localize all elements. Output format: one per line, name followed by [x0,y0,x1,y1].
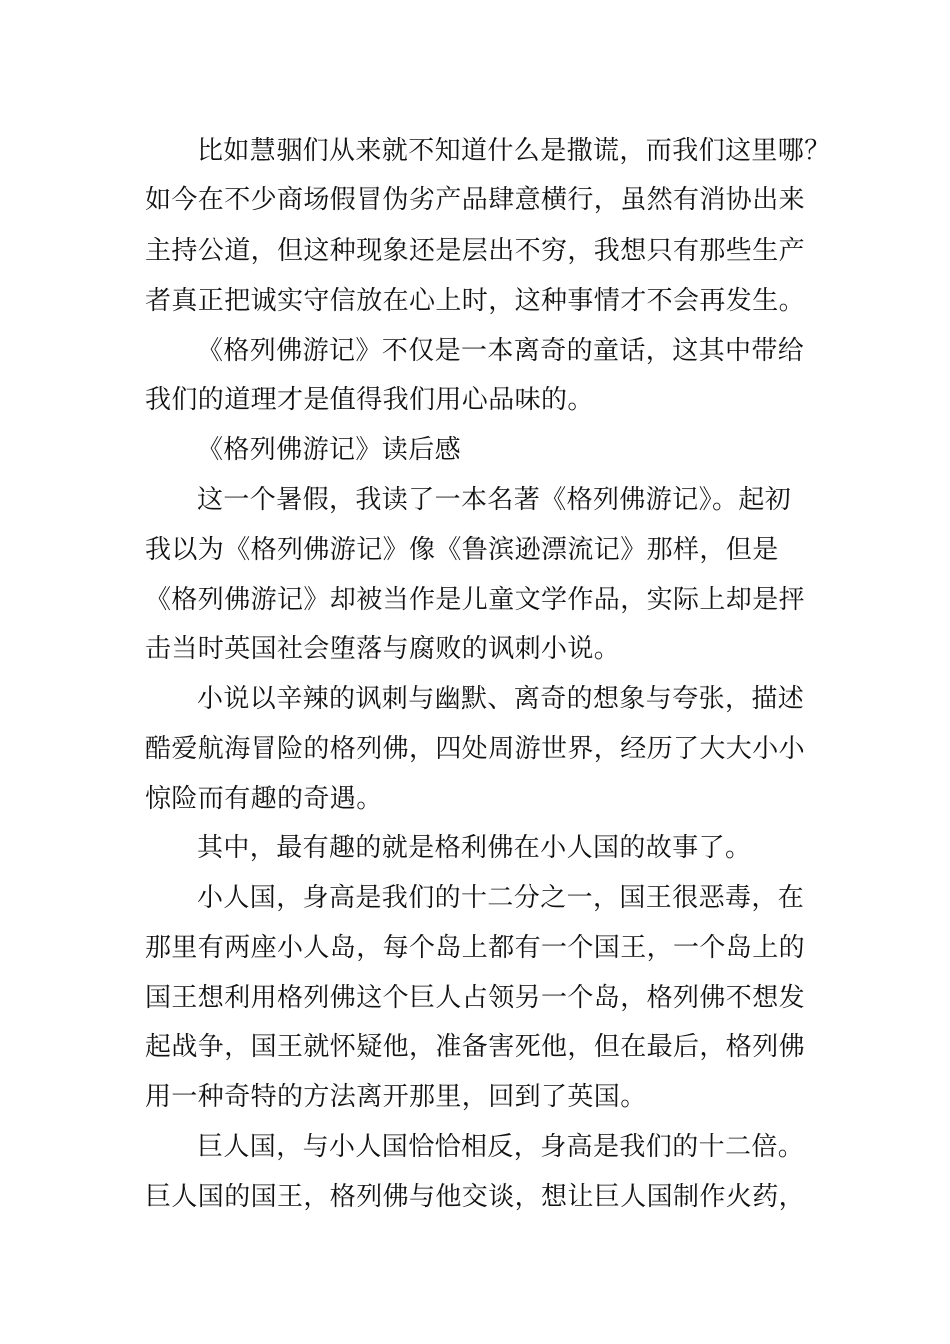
text-line: 击当时英国社会堕落与腐败的讽刺小说。 [145,634,621,664]
text-line: 用一种奇特的方法离开那里，回到了英国。 [145,1082,647,1112]
text-line: 起战争，国王就怀疑他，准备害死他，但在最后，格列佛 [145,1032,806,1062]
text-line: 巨人国的国王，格列佛与他交谈，想让巨人国制作火药， [145,1182,806,1212]
text-line: 如今在不少商场假冒伪劣产品肆意横行，虽然有消协出来 [145,185,806,215]
text-line: 这一个暑假，我读了一本名著《格列佛游记》。起初 [197,485,792,515]
section-heading: 《格列佛游记》读后感 [197,435,462,465]
text-line: 比如慧骃们从来就不知道什么是撒谎，而我们这里哪？ [197,136,831,166]
text-line: 小说以辛辣的讽刺与幽默、离奇的想象与夸张，描述 [197,684,805,714]
text-line: 小人国，身高是我们的十二分之一，国王很恶毒，在 [197,883,805,913]
text-line: 主持公道，但这种现象还是层出不穷，我想只有那些生产 [145,236,806,266]
text-line: 巨人国，与小人国恰恰相反，身高是我们的十二倍。 [197,1132,805,1162]
text-line: 国王想利用格列佛这个巨人占领另一个岛，格列佛不想发 [145,983,806,1013]
text-line: 《格列佛游记》却被当作是儿童文学作品，实际上却是抨 [145,585,806,615]
text-line: 我以为《格列佛游记》像《鲁滨逊漂流记》那样，但是 [145,535,779,565]
text-line: 《格列佛游记》不仅是一本离奇的童话，这其中带给 [197,336,805,366]
text-line: 那里有两座小人岛，每个岛上都有一个国王，一个岛上的 [145,933,806,963]
text-line: 酷爱航海冒险的格列佛，四处周游世界，经历了大大小小 [145,734,806,764]
text-line: 者真正把诚实守信放在心上时，这种事情才不会再发生。 [145,286,806,316]
text-line: 我们的道理才是值得我们用心品味的。 [145,385,594,415]
text-line: 惊险而有趣的奇遇。 [145,784,383,814]
text-line: 其中，最有趣的就是格利佛在小人国的故事了。 [197,833,752,863]
